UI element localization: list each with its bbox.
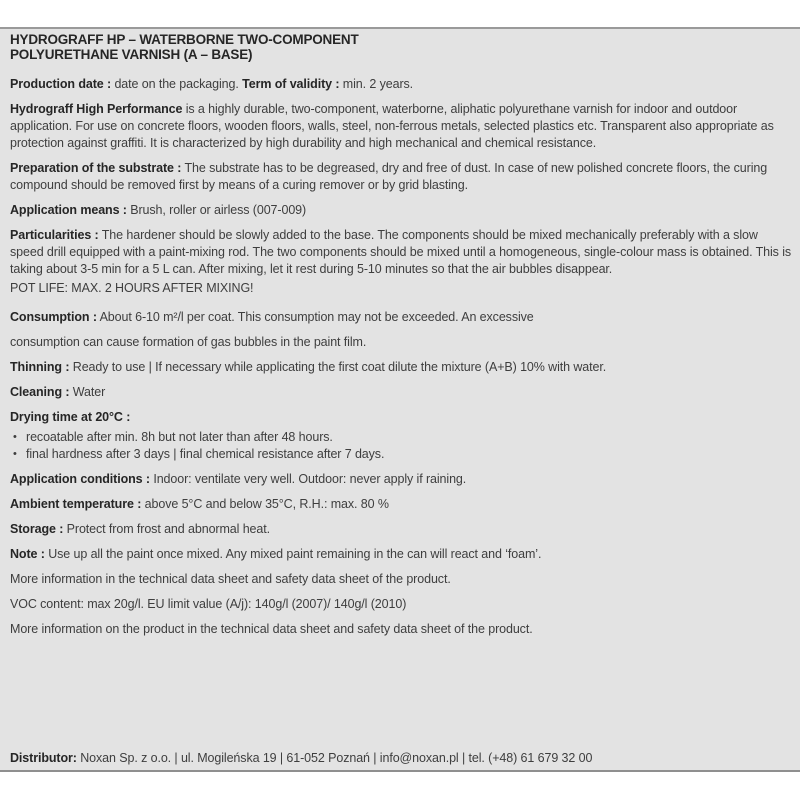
label-drying-time: Drying time at 20°C : (10, 410, 131, 424)
text-substrate-preparation: The substrate has to be degreased, dry and free of dust. In case of new polished concrete floors, the curing compound should be removed first by means of a curing remover or by grid blasting. (10, 161, 768, 192)
text-distributor-contact: Noxan Sp. z o.o. | ul. Mogileńska 19 | 61-052 Poznań | info@noxan.pl | tel. (+48) 61 679 32 00 (76, 751, 593, 765)
label-cleaning: Cleaning : (10, 385, 70, 399)
text-cleaning: Water (69, 385, 106, 399)
list-item (10, 429, 792, 446)
paragraph-more-info-product (10, 621, 792, 638)
text-particularities: The hardener should be slowly added to the base. The components should be mixed mechanically preferably with a slow speed drill equipped with a paint-mixing rod. The two components should be mixed until a homogeneous, single-colour mass is obtained. This is taking about 3-5 min for a 5 L can. After mixing, let it rest during 5-10 minutes so that the air bubbles disappear. (10, 228, 792, 276)
paragraph-production-validity (10, 76, 792, 93)
text-pot-life: POT LIFE: MAX. 2 HOURS AFTER MIXING! (10, 281, 254, 295)
text-note: Use up all the paint once mixed. Any mixed paint remaining in the can will react and ‘foam’. (44, 547, 542, 561)
text-final-hardness: final hardness after 3 days | final chemical resistance after 7 days. (26, 447, 385, 461)
text-application-means: Brush, roller or airless (007-009) (126, 203, 307, 217)
paragraph-storage (10, 521, 792, 538)
text-more-info-tds: More information in the technical data sheet and safety data sheet of the product. (10, 572, 451, 586)
product-title-line2: POLYURETHANE VARNISH (A – BASE) (10, 47, 253, 62)
text-more-info-product: More information on the product in the technical data sheet and safety data sheet of the product. (10, 622, 533, 636)
label-distributor: Distributor: (10, 751, 77, 765)
label-production-date: Production date : (10, 77, 112, 91)
label-consumption: Consumption : (10, 310, 97, 324)
text-voc-content: VOC content: max 20g/l. EU limit value (A/j): 140g/l (2007)/ 140g/l (2010) (10, 597, 407, 611)
label-substrate-preparation: Preparation of the substrate : (10, 161, 182, 175)
text-storage: Protect from frost and abnormal heat. (63, 522, 270, 536)
paragraph-thinning (10, 359, 792, 376)
paragraph-particularities (10, 227, 792, 278)
text-application-conditions: Indoor: ventilate very well. Outdoor: never apply if raining. (149, 472, 467, 486)
text-recoatable: recoatable after min. 8h but not later than after 48 hours. (26, 430, 333, 444)
paragraph-substrate-preparation (10, 160, 792, 194)
bullet-icon: • (13, 448, 17, 460)
label-ambient-temperature: Ambient temperature : (10, 497, 142, 511)
label-application-means: Application means : (10, 203, 127, 217)
paragraph-application-means (10, 202, 792, 219)
bullet-icon: • (13, 431, 17, 443)
paragraph-more-info-tds (10, 571, 792, 588)
paragraph-ambient-temperature (10, 496, 792, 513)
paragraph-application-conditions (10, 471, 792, 488)
paragraph-pot-life (10, 280, 792, 297)
distributor-line (10, 750, 792, 766)
paragraph-note (10, 546, 792, 563)
label-particularities: Particularities : (10, 228, 99, 242)
label-note: Note : (10, 547, 45, 561)
text-term-of-validity: min. 2 years. (339, 77, 414, 91)
paragraph-consumption (10, 309, 792, 326)
label-product-name: Hydrograff High Performance (10, 102, 183, 116)
label-storage: Storage : (10, 522, 64, 536)
label-application-conditions: Application conditions : (10, 472, 150, 486)
datasheet-panel (0, 27, 800, 772)
text-consumption-continued: consumption can cause formation of gas bubbles in the paint film. (10, 335, 367, 349)
paragraph-consumption-continued (10, 334, 792, 351)
text-product-description: is a highly durable, two-component, waterborne, aliphatic polyurethane varnish for indoor and outdoor application. For use on concrete floors, wooden floors, walls, steel, non-ferrous metals, selected plastics etc. Transparent also appropriate as protection against graffiti. It is characterized by high durability and high mechanical and chemical resistance. (10, 102, 774, 150)
paragraph-cleaning (10, 384, 792, 401)
paragraph-drying-time (10, 409, 792, 426)
text-thinning: Ready to use | If necessary while applicating the first coat dilute the mixture (A+B) 10% with water. (69, 360, 607, 374)
list-item (10, 446, 792, 463)
text-production-date: date on the packaging. (111, 77, 243, 91)
drying-bullet-list (10, 429, 792, 463)
label-term-of-validity: Term of validity : (242, 77, 340, 91)
label-thinning: Thinning : (10, 360, 70, 374)
text-consumption: About 6-10 m²/l per coat. This consumption may not be exceeded. An excessive (96, 310, 534, 324)
text-ambient-temperature: above 5°C and below 35°C, R.H.: max. 80 % (141, 497, 389, 511)
product-title-line1: HYDROGRAFF HP – WATERBORNE TWO-COMPONENT (10, 32, 359, 47)
paragraph-voc-content (10, 596, 792, 613)
product-title (10, 32, 792, 62)
paragraph-product-description (10, 101, 792, 152)
